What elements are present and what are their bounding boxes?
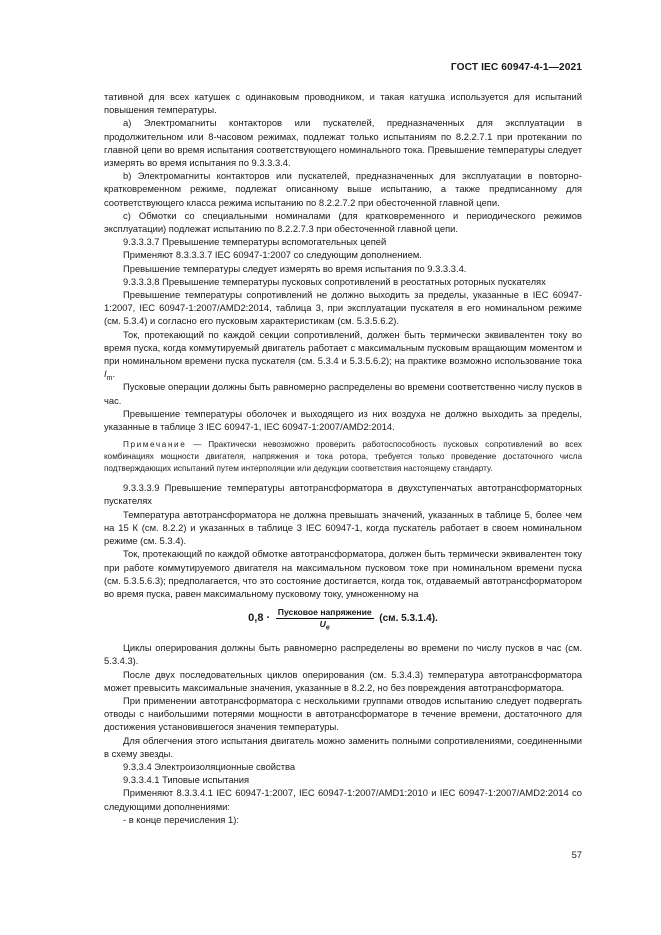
note-text: — Практически невозможно проверить работоспособность пусковых сопротивлений во всех комбинациях мощности двигателя, напряжения и тока ротора, требуется только проведение достаточного числа подтверждающих испытаний путем интерполяции или дедукции соответствия настоящему стандарту.	[104, 440, 582, 474]
current-symbol: I	[104, 368, 107, 380]
formula-denominator-subscript: e	[325, 624, 330, 632]
section-heading: 9.3.3.4 Электроизоляционные свойства	[123, 760, 296, 772]
paragraph-text: Ток, протекающий по каждой секции сопротивлений, должен быть термически эквивалентен току во время пуска, когда коммутируемый двигатель работает с максимальным пусковым вращающим моментом и при номинальном времени пуска пускателя (см. 5.3.4 и 5.3.5.6.2); на практике возможно использование тока	[104, 328, 582, 367]
paragraph: Превышение температуры следует измерять во время испытания по 9.3.3.3.4.	[123, 262, 467, 274]
paragraph-with-current	[104, 328, 582, 381]
page-number: 57	[571, 849, 582, 860]
paragraph: Превышение температуры сопротивлений не должно выходить за пределы, указанные в IEC 60947-1:2007, IEC 60947-1:2007/AMD2:2014, таблица 3, при эксплуатации пускателя в его номинальном режиме (см. 5.3.4) и согласно его пусковым характеристикам (см. 5.3.5.6.2).	[104, 289, 582, 327]
paragraph: Температура автотрансформатора не должна превышать значений, указанных в таблице 5, более чем на 15 К (см. 8.2.2) и указанных в таблице 3 IEC 60947-1, когда пускатель работает в своем номинальном режиме (см. 5.3.4).	[104, 508, 582, 547]
current-symbol-end: .	[112, 368, 116, 380]
paragraph: тативной для всех катушек с одинаковым проводником, и такая катушка используется для испытаний повышения температуры.	[104, 91, 582, 116]
paragraph: После двух последовательных циклов оперирования (см. 5.3.4.3) температура автотрансформатора может превысить максимальные значения, указанные в 8.2.2, но без повреждения автотрансформатора.	[104, 668, 582, 693]
section-heading: 9.3.3.3.9 Превышение температуры автотрансформатора в двухступенчатых автотрансформаторных пускателях	[104, 482, 582, 507]
paragraph: b) Электромагниты контакторов или пускателей, предназначенных для эксплуатации в повторно-кратковременном режиме, подлежат описанному выше испытанию, а также предписанному для соответствующего класса режима испытанию по 8.2.2.7.2 при обесточенной главной цепи.	[104, 170, 582, 208]
formula-denominator-symbol: U	[319, 619, 326, 630]
note-label: Примечание	[123, 440, 187, 450]
section-heading: 9.3.3.4.1 Типовые испытания	[123, 774, 250, 786]
paragraph: Ток, протекающий по каждой обмотке автотрансформатора, должен быть термически эквивалентен току при работе коммутируемого двигателя на максимальном пусковом токе при номинальном времени пуска (см. 5.3.5.6.3); предполагается, что это состояние достигается, когда ток, отдаваемый автотрансформатором во время пуска, равен максимальному пусковому току, умноженному на	[104, 548, 582, 599]
document-code-header: ГОСТ IEC 60947-4-1—2021	[450, 62, 582, 73]
paragraph: - в конце перечисления 1):	[123, 813, 239, 825]
formula-denominator	[276, 619, 374, 630]
formula-numerator: Пусковое напряжение	[277, 607, 372, 618]
paragraph: Применяют 8.3.3.4.1 IEC 60947-1:2007, IEC 60947-1:2007/AMD1:2010 и IEC 60947-1:2007/AMD2:2014 со следующими дополнениями:	[104, 787, 582, 812]
section-heading: 9.3.3.3.7 Превышение температуры вспомогательных цепей	[123, 236, 387, 248]
paragraph: Превышение температуры оболочек и выходящего из них воздуха не должно выходить за пределы, указанные в таблице 3 IEC 60947-1, IEC 60947-1:2007/AMD2:2014.	[104, 407, 582, 433]
paragraph: Циклы оперирования должны быть равномерно распределены во времени по числу пусков в час (см. 5.3.4.3).	[104, 642, 582, 667]
paragraph: При применении автотрансформатора с несколькими группами отводов испытанию следует подвергать отводы с наибольшими потерями мощности в автотрансформаторе в течение времени, достаточного для достижения установившегося значения температуры.	[104, 694, 582, 733]
paragraph: c) Обмотки со специальными номиналами (для кратковременного и периодического режимов эксплуатации) подлежат испытанию по 8.2.2.7.3 при обесточенной главной цепи.	[104, 209, 582, 235]
formula	[104, 607, 582, 633]
section-heading: 9.3.3.3.8 Превышение температуры пусковых сопротивлений в реостатных роторных пускателях	[123, 275, 546, 287]
formula-reference: (см. 5.3.1.4).	[379, 613, 438, 624]
paragraph: Для облегчения этого испытания двигатель можно заменить полными сопротивлениями, соединенными в схему звезды.	[104, 734, 582, 759]
note	[104, 439, 582, 475]
document-body	[104, 90, 582, 826]
formula-fraction	[276, 607, 374, 630]
paragraph: Применяют 8.3.3.3.7 IEC 60947-1:2007 со следующим дополнением.	[123, 249, 422, 261]
paragraph: а) Электромагниты контакторов или пускателей, предназначенных для эксплуатации в продолжительном или 8-часовом режимах, подлежат только испытаниям по 8.2.2.7.1 при протекании по главной цепи во время испытания соответствующего номинального тока. Превышение температуры следует измерять во время испытания по 9.3.3.3.4.	[104, 117, 582, 169]
formula-coefficient: 0,8 ·	[248, 612, 271, 624]
current-symbol-subscript: m	[106, 375, 113, 383]
paragraph: Пусковые операции должны быть равномерно распределены во времени соответственно числу пусков в час.	[104, 381, 582, 406]
